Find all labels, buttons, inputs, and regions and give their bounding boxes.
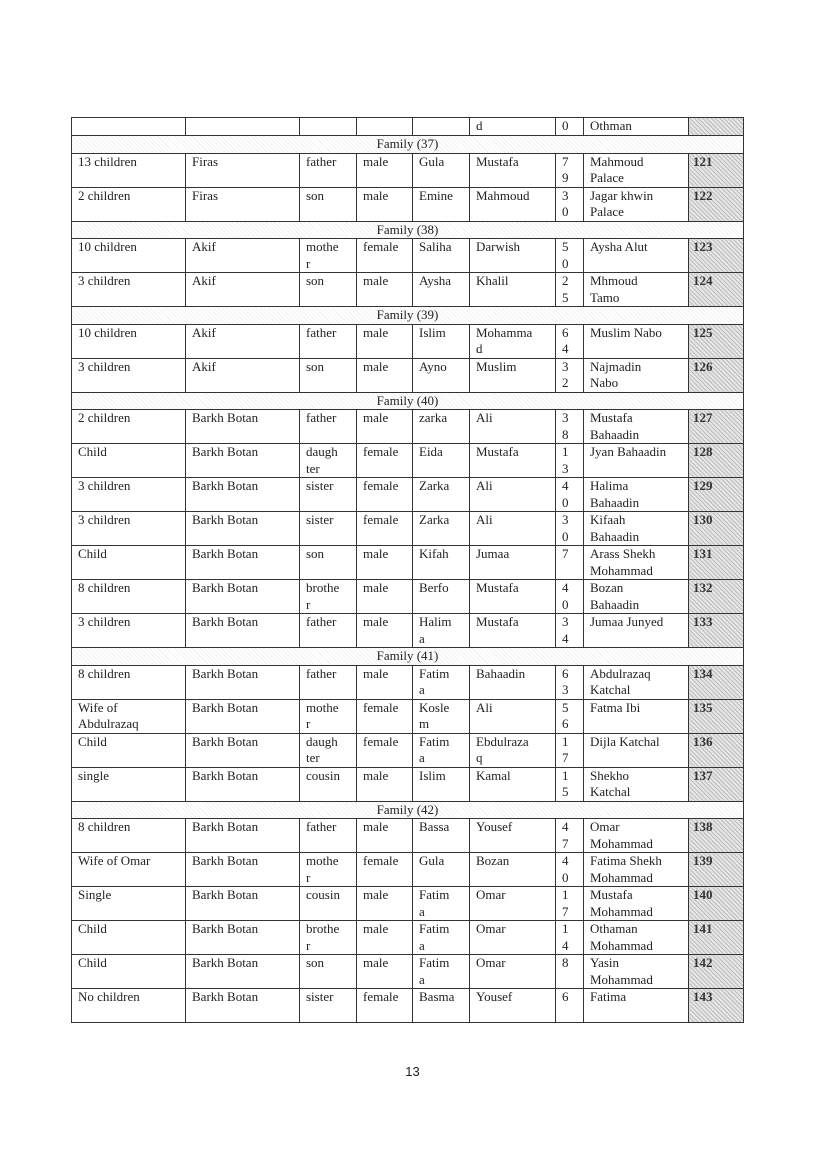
note-cell: 2 children xyxy=(72,187,186,221)
note-cell: 3 children xyxy=(72,478,186,512)
table-row xyxy=(72,733,744,767)
relation-cell: mothe r xyxy=(300,699,357,733)
table-row xyxy=(72,444,744,478)
father-name-cell: Bozan xyxy=(470,853,556,887)
note-cell: Single xyxy=(72,887,186,921)
group-cell: Barkh Botan xyxy=(186,853,300,887)
place-cell: Muslim Nabo xyxy=(584,324,689,358)
age-cell: 6 4 xyxy=(556,324,584,358)
note-cell: 13 children xyxy=(72,153,186,187)
name-cell: Berfo xyxy=(413,580,470,614)
note-cell: No children xyxy=(72,989,186,1023)
name-cell: Basma xyxy=(413,989,470,1023)
relation-cell: brothe r xyxy=(300,580,357,614)
group-cell: Barkh Botan xyxy=(186,614,300,648)
name-cell: Aysha xyxy=(413,273,470,307)
relation-cell: son xyxy=(300,955,357,989)
relation-cell: sister xyxy=(300,989,357,1023)
place-cell: Mustafa Bahaadin xyxy=(584,410,689,444)
age-cell: 5 6 xyxy=(556,699,584,733)
place-cell: Dijla Katchal xyxy=(584,733,689,767)
father-name-cell: Ebdulraza q xyxy=(470,733,556,767)
father-name-cell: Darwish xyxy=(470,239,556,273)
gender-cell: male xyxy=(357,273,413,307)
relation-cell: daugh ter xyxy=(300,733,357,767)
record-number-cell: 127 xyxy=(689,410,744,444)
note-cell: Child xyxy=(72,955,186,989)
gender-cell: female xyxy=(357,239,413,273)
age-cell: 3 8 xyxy=(556,410,584,444)
name-cell: Fatim a xyxy=(413,887,470,921)
table-row xyxy=(72,187,744,221)
group-cell: Barkh Botan xyxy=(186,733,300,767)
age-cell: 1 7 xyxy=(556,887,584,921)
table-row xyxy=(72,767,744,801)
table-row xyxy=(72,324,744,358)
name-cell: Ayno xyxy=(413,358,470,392)
place-cell: Shekho Katchal xyxy=(584,767,689,801)
place-cell: Jumaa Junyed xyxy=(584,614,689,648)
family-header: Family (37) xyxy=(72,136,744,154)
place-cell: Mahmoud Palace xyxy=(584,153,689,187)
gender-cell: male xyxy=(357,580,413,614)
record-number-cell: 142 xyxy=(689,955,744,989)
group-cell: Barkh Botan xyxy=(186,665,300,699)
group-cell: Barkh Botan xyxy=(186,410,300,444)
relation-cell: father xyxy=(300,614,357,648)
father-name-cell: Mohamma d xyxy=(470,324,556,358)
record-number-cell: 135 xyxy=(689,699,744,733)
name-cell: Fatim a xyxy=(413,665,470,699)
relation-cell: sister xyxy=(300,512,357,546)
record-number-cell: 137 xyxy=(689,767,744,801)
name-cell: Islim xyxy=(413,324,470,358)
note-cell xyxy=(72,118,186,136)
gender-cell: male xyxy=(357,665,413,699)
record-number-cell: 132 xyxy=(689,580,744,614)
family-header: Family (39) xyxy=(72,307,744,325)
group-cell: Barkh Botan xyxy=(186,887,300,921)
note-cell: 3 children xyxy=(72,358,186,392)
gender-cell: male xyxy=(357,819,413,853)
name-cell xyxy=(413,118,470,136)
table-row xyxy=(72,239,744,273)
record-number-cell: 130 xyxy=(689,512,744,546)
note-cell: single xyxy=(72,767,186,801)
gender-cell: male xyxy=(357,955,413,989)
table-row xyxy=(72,989,744,1023)
relation-cell xyxy=(300,118,357,136)
group-cell: Barkh Botan xyxy=(186,444,300,478)
table-row xyxy=(72,273,744,307)
group-cell: Akif xyxy=(186,239,300,273)
table-row xyxy=(72,512,744,546)
table-row xyxy=(72,955,744,989)
note-cell: Child xyxy=(72,733,186,767)
table-row xyxy=(72,118,744,136)
relation-cell: son xyxy=(300,358,357,392)
note-cell: 3 children xyxy=(72,614,186,648)
table-row xyxy=(72,153,744,187)
note-cell: 10 children xyxy=(72,324,186,358)
group-cell: Barkh Botan xyxy=(186,546,300,580)
family-header-row xyxy=(72,221,744,239)
gender-cell: male xyxy=(357,187,413,221)
record-number-cell: 138 xyxy=(689,819,744,853)
group-cell: Barkh Botan xyxy=(186,819,300,853)
group-cell: Barkh Botan xyxy=(186,580,300,614)
name-cell: Eida xyxy=(413,444,470,478)
gender-cell: male xyxy=(357,614,413,648)
father-name-cell: Yousef xyxy=(470,989,556,1023)
gender-cell: male xyxy=(357,767,413,801)
record-number-cell: 128 xyxy=(689,444,744,478)
name-cell: Bassa xyxy=(413,819,470,853)
name-cell: Fatim a xyxy=(413,733,470,767)
record-number-cell: 121 xyxy=(689,153,744,187)
gender-cell: female xyxy=(357,989,413,1023)
name-cell: Halim a xyxy=(413,614,470,648)
relation-cell: father xyxy=(300,324,357,358)
father-name-cell: Omar xyxy=(470,921,556,955)
place-cell: Mhmoud Tamo xyxy=(584,273,689,307)
record-number-cell: 126 xyxy=(689,358,744,392)
group-cell: Barkh Botan xyxy=(186,767,300,801)
gender-cell: female xyxy=(357,478,413,512)
table-row xyxy=(72,410,744,444)
record-number-cell: 129 xyxy=(689,478,744,512)
place-cell: Yasin Mohammad xyxy=(584,955,689,989)
table-row xyxy=(72,819,744,853)
age-cell: 0 xyxy=(556,118,584,136)
family-header: Family (42) xyxy=(72,801,744,819)
age-cell: 1 5 xyxy=(556,767,584,801)
relation-cell: mothe r xyxy=(300,853,357,887)
group-cell: Akif xyxy=(186,358,300,392)
group-cell: Akif xyxy=(186,324,300,358)
father-name-cell: d xyxy=(470,118,556,136)
record-number-cell xyxy=(689,118,744,136)
father-name-cell: Mustafa xyxy=(470,580,556,614)
age-cell: 4 0 xyxy=(556,580,584,614)
father-name-cell: Jumaa xyxy=(470,546,556,580)
relation-cell: cousin xyxy=(300,887,357,921)
gender-cell: male xyxy=(357,324,413,358)
group-cell: Firas xyxy=(186,187,300,221)
note-cell: 8 children xyxy=(72,665,186,699)
age-cell: 6 3 xyxy=(556,665,584,699)
family-header-row xyxy=(72,307,744,325)
age-cell: 1 4 xyxy=(556,921,584,955)
relation-cell: daugh ter xyxy=(300,444,357,478)
group-cell xyxy=(186,118,300,136)
record-number-cell: 141 xyxy=(689,921,744,955)
age-cell: 4 0 xyxy=(556,478,584,512)
age-cell: 7 9 xyxy=(556,153,584,187)
father-name-cell: Omar xyxy=(470,955,556,989)
note-cell: 8 children xyxy=(72,819,186,853)
father-name-cell: Mustafa xyxy=(470,444,556,478)
gender-cell: male xyxy=(357,887,413,921)
place-cell: Othaman Mohammad xyxy=(584,921,689,955)
note-cell: Child xyxy=(72,444,186,478)
name-cell: zarka xyxy=(413,410,470,444)
father-name-cell: Omar xyxy=(470,887,556,921)
father-name-cell: Ali xyxy=(470,512,556,546)
name-cell: Kifah xyxy=(413,546,470,580)
place-cell: Fatima Shekh Mohammad xyxy=(584,853,689,887)
age-cell: 7 xyxy=(556,546,584,580)
gender-cell: male xyxy=(357,921,413,955)
note-cell: Child xyxy=(72,546,186,580)
relation-cell: cousin xyxy=(300,767,357,801)
record-number-cell: 139 xyxy=(689,853,744,887)
record-number-cell: 131 xyxy=(689,546,744,580)
name-cell: Emine xyxy=(413,187,470,221)
relation-cell: father xyxy=(300,665,357,699)
name-cell: Fatim a xyxy=(413,921,470,955)
father-name-cell: Mahmoud xyxy=(470,187,556,221)
relation-cell: son xyxy=(300,546,357,580)
table-row xyxy=(72,853,744,887)
father-name-cell: Ali xyxy=(470,478,556,512)
gender-cell: male xyxy=(357,153,413,187)
gender-cell: female xyxy=(357,853,413,887)
family-header-row xyxy=(72,392,744,410)
gender-cell: male xyxy=(357,358,413,392)
name-cell: Fatim a xyxy=(413,955,470,989)
gender-cell: female xyxy=(357,733,413,767)
father-name-cell: Ali xyxy=(470,699,556,733)
relation-cell: brothe r xyxy=(300,921,357,955)
father-name-cell: Yousef xyxy=(470,819,556,853)
place-cell: Abdulrazaq Katchal xyxy=(584,665,689,699)
age-cell: 4 7 xyxy=(556,819,584,853)
relation-cell: father xyxy=(300,153,357,187)
place-cell: Othman xyxy=(584,118,689,136)
place-cell: Jagar khwin Palace xyxy=(584,187,689,221)
place-cell: Mustafa Mohammad xyxy=(584,887,689,921)
place-cell: Arass Shekh Mohammad xyxy=(584,546,689,580)
gender-cell: female xyxy=(357,699,413,733)
name-cell: Gula xyxy=(413,153,470,187)
record-number-cell: 140 xyxy=(689,887,744,921)
father-name-cell: Bahaadin xyxy=(470,665,556,699)
table-row xyxy=(72,358,744,392)
group-cell: Barkh Botan xyxy=(186,512,300,546)
name-cell: Kosle m xyxy=(413,699,470,733)
group-cell: Barkh Botan xyxy=(186,955,300,989)
age-cell: 1 7 xyxy=(556,733,584,767)
father-name-cell: Ali xyxy=(470,410,556,444)
note-cell: 8 children xyxy=(72,580,186,614)
family-header-row xyxy=(72,136,744,154)
place-cell: Najmadin Nabo xyxy=(584,358,689,392)
record-number-cell: 134 xyxy=(689,665,744,699)
name-cell: Zarka xyxy=(413,478,470,512)
father-name-cell: Khalil xyxy=(470,273,556,307)
record-number-cell: 122 xyxy=(689,187,744,221)
relation-cell: mothe r xyxy=(300,239,357,273)
record-number-cell: 124 xyxy=(689,273,744,307)
age-cell: 3 4 xyxy=(556,614,584,648)
record-number-cell: 143 xyxy=(689,989,744,1023)
note-cell: 2 children xyxy=(72,410,186,444)
page-number: 13 xyxy=(405,1064,420,1079)
record-number-cell: 125 xyxy=(689,324,744,358)
record-number-cell: 136 xyxy=(689,733,744,767)
family-header-row xyxy=(72,648,744,666)
family-header-row xyxy=(72,801,744,819)
gender-cell: male xyxy=(357,410,413,444)
relation-cell: son xyxy=(300,187,357,221)
gender-cell: male xyxy=(357,546,413,580)
relation-cell: sister xyxy=(300,478,357,512)
age-cell: 4 0 xyxy=(556,853,584,887)
family-records-table xyxy=(71,117,744,1023)
note-cell: 10 children xyxy=(72,239,186,273)
table-row xyxy=(72,580,744,614)
age-cell: 3 0 xyxy=(556,512,584,546)
name-cell: Zarka xyxy=(413,512,470,546)
group-cell: Barkh Botan xyxy=(186,699,300,733)
father-name-cell: Mustafa xyxy=(470,614,556,648)
name-cell: Gula xyxy=(413,853,470,887)
place-cell: Aysha Alut xyxy=(584,239,689,273)
place-cell: Omar Mohammad xyxy=(584,819,689,853)
age-cell: 3 0 xyxy=(556,187,584,221)
place-cell: Fatima xyxy=(584,989,689,1023)
family-header: Family (40) xyxy=(72,392,744,410)
name-cell: Saliha xyxy=(413,239,470,273)
table-row xyxy=(72,699,744,733)
table-row xyxy=(72,546,744,580)
group-cell: Firas xyxy=(186,153,300,187)
relation-cell: son xyxy=(300,273,357,307)
place-cell: Bozan Bahaadin xyxy=(584,580,689,614)
age-cell: 3 2 xyxy=(556,358,584,392)
father-name-cell: Kamal xyxy=(470,767,556,801)
table-row xyxy=(72,665,744,699)
record-number-cell: 123 xyxy=(689,239,744,273)
place-cell: Jyan Bahaadin xyxy=(584,444,689,478)
age-cell: 6 xyxy=(556,989,584,1023)
table-row xyxy=(72,478,744,512)
gender-cell: female xyxy=(357,512,413,546)
note-cell: Wife of Omar xyxy=(72,853,186,887)
table-row xyxy=(72,614,744,648)
age-cell: 1 3 xyxy=(556,444,584,478)
place-cell: Fatma Ibi xyxy=(584,699,689,733)
place-cell: Kifaah Bahaadin xyxy=(584,512,689,546)
note-cell: 3 children xyxy=(72,512,186,546)
father-name-cell: Muslim xyxy=(470,358,556,392)
group-cell: Barkh Botan xyxy=(186,921,300,955)
group-cell: Akif xyxy=(186,273,300,307)
note-cell: 3 children xyxy=(72,273,186,307)
table-row xyxy=(72,921,744,955)
table-row xyxy=(72,887,744,921)
relation-cell: father xyxy=(300,819,357,853)
place-cell: Halima Bahaadin xyxy=(584,478,689,512)
group-cell: Barkh Botan xyxy=(186,478,300,512)
age-cell: 2 5 xyxy=(556,273,584,307)
father-name-cell: Mustafa xyxy=(470,153,556,187)
family-header: Family (41) xyxy=(72,648,744,666)
age-cell: 8 xyxy=(556,955,584,989)
group-cell: Barkh Botan xyxy=(186,989,300,1023)
relation-cell: father xyxy=(300,410,357,444)
gender-cell: female xyxy=(357,444,413,478)
note-cell: Child xyxy=(72,921,186,955)
family-header: Family (38) xyxy=(72,221,744,239)
gender-cell xyxy=(357,118,413,136)
name-cell: Islim xyxy=(413,767,470,801)
note-cell: Wife of Abdulrazaq xyxy=(72,699,186,733)
record-number-cell: 133 xyxy=(689,614,744,648)
age-cell: 5 0 xyxy=(556,239,584,273)
